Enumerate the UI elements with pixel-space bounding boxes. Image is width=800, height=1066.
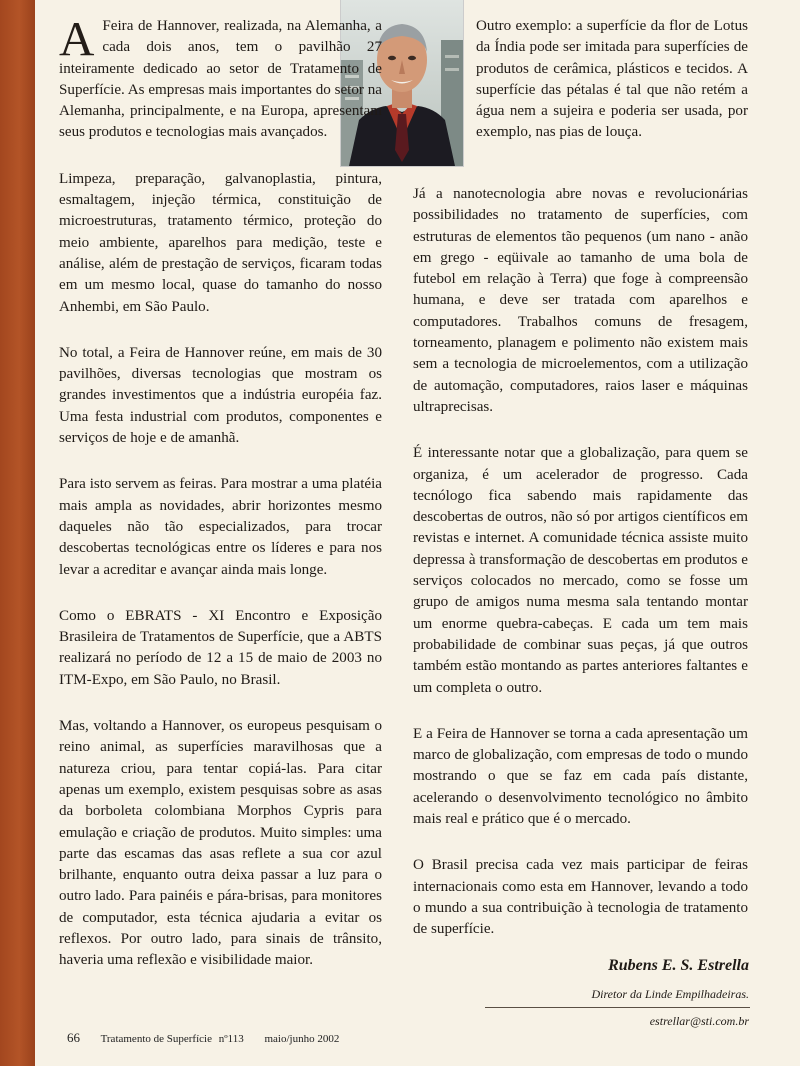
body-paragraph: Limpeza, preparação, galvanoplastia, pintura, esmaltagem, injeção térmica, constituição de microestruturas, tratamento térmico, proteção do meio ambiente, aparelhos para medição, teste e análise, além de prestação de serviços, ficaram todas em um mesmo local, quase do tamanho do nosso Anhembi, em São Paulo. [59, 170, 382, 315]
page-footer [67, 1030, 339, 1046]
body-paragraph: Para isto servem as feiras. Para mostrar a uma platéia mais ampla as novidades, abrir horizontes mesmo daqueles não tão especializados, para trocar descobertas tecnológicas entre os líderes e para nos levar a acreditar e avançar ainda mais longe. [59, 476, 382, 578]
intro-paragraph-text: Feira de Hannover, realizada, na Alemanha, a cada dois anos, tem o pavilhão 27 inteiramente dedicado ao setor de Tratamento de Superfície. As empresas mais importantes do setor na Alemanha, principalmente, e na Europa, apresentam seus produtos e tecnologias mais avançados. [59, 18, 382, 141]
right-column-top [476, 16, 748, 144]
body-paragraph: Como o EBRATS - XI Encontro e Exposição Brasileira de Tratamentos de Superfície, que a ABTS realizará no período de 12 a 15 de maio de 2003 no ITM-Expo, em São Paulo, no Brasil. [59, 607, 382, 688]
body-paragraph: No total, a Feira de Hannover reúne, em mais de 30 pavilhões, diversas tecnologias que mostram os grandes investimentos que a indústria européia faz. Uma festa industrial com produtos, componentes e serviços de hoje e de amanhã. [59, 344, 382, 447]
body-paragraph: Mas, voltando a Hannover, os europeus pesquisam o reino animal, as superfícies maravilhosas que a natureza criou, para tentar copiá-las. Para citar apenas um exemplo, existem pesquisas sobre as asas da borboleta colombiana Morphos Cypris para emulação e criação de produtos. Muito simples: uma parte das escamas das asas reflete a sua cor azul brilhante, enquanto outra deixa passar a luz para o outro lado. Para painéis e pára-brisas, para monitores de computador, esta técnica ajudaria a evitar os reflexos. Por outro lado, para sinais de trânsito, haveria uma reflexão e visibilidade maior. [59, 718, 382, 969]
author-name: Rubens E. S. Estrella [608, 957, 749, 974]
body-paragraph: E a Feira de Hannover se torna a cada apresentação um marco de globalização, com empresas de todo o mundo mostrando o que se faz em cada país distante, acelerando o desenvolvimento tecnológico no âmbito mais real e prático que é o mercado. [413, 725, 748, 828]
body-paragraph: É interessante notar que a globalização, para quem se organiza, é um acelerador de progresso. Cada tecnólogo fica sabendo mais rapidamente das descobertas de outros, não só por artigos científicos em revistas e internet. A comunidade técnica assiste muito depressa à transformação de descobertas em produtos e serviços colocados no mercado, como se fosse um grupo de amigos numa mesma sala tentando montar um enorme quebra-cabeças. E cada um tem mais probabilidade de combinar suas peças, já que outros também estão montando as partes anteriores faltantes e um completa o outro. [413, 445, 748, 696]
intro-paragraph [59, 11, 382, 144]
publication-date: maio/junho 2002 [264, 1033, 340, 1045]
body-paragraph: Já a nanotecnologia abre novas e revolucionárias possibilidades no tratamento de superfícies, com estruturas de elementos tão pequenos (um nano - anão em grego - eqüivale ao tamanho de uma bola de futebol em relação à Terra) que foge à compreensão humana, e deve ser tratada com aparelhos e computadores. Trabalhos comuns de fresagem, torneamento, planagem e polimento não existem mais sem a tecnologia de microelementos, com a utilização de automação, computadores, raios laser e máquinas ultraprecisas. [413, 186, 748, 415]
body-paragraph: O Brasil precisa cada vez mais participar de feiras internacionais como esta em Hannover, levando a todo o mundo a sua contribuição à tecnologia de tratamento de superfície. [413, 857, 748, 938]
drop-cap: A [59, 11, 95, 66]
author-role: Diretor da Linde Empilhadeiras. [591, 987, 749, 1001]
right-column [413, 184, 748, 941]
author-email[interactable]: estrellar@sti.com.br [649, 1014, 749, 1028]
page-spine-edge [0, 0, 35, 1066]
publication-name: Tratamento de Superfície [100, 1033, 212, 1045]
body-paragraph: Outro exemplo: a superfície da flor de Lotus da Índia pode ser imitada para superfícies de produtos de cerâmica, plásticos e tecidos. A superfície das pétalas é tal que não retém a água nem a sujeira e poderia ser usada, por exemplo, nas pias de louça. [476, 18, 748, 141]
publication-issue: nº113 [218, 1033, 244, 1045]
signature-divider [485, 1007, 750, 1008]
page-number: 66 [67, 1030, 80, 1045]
left-column [59, 11, 382, 972]
